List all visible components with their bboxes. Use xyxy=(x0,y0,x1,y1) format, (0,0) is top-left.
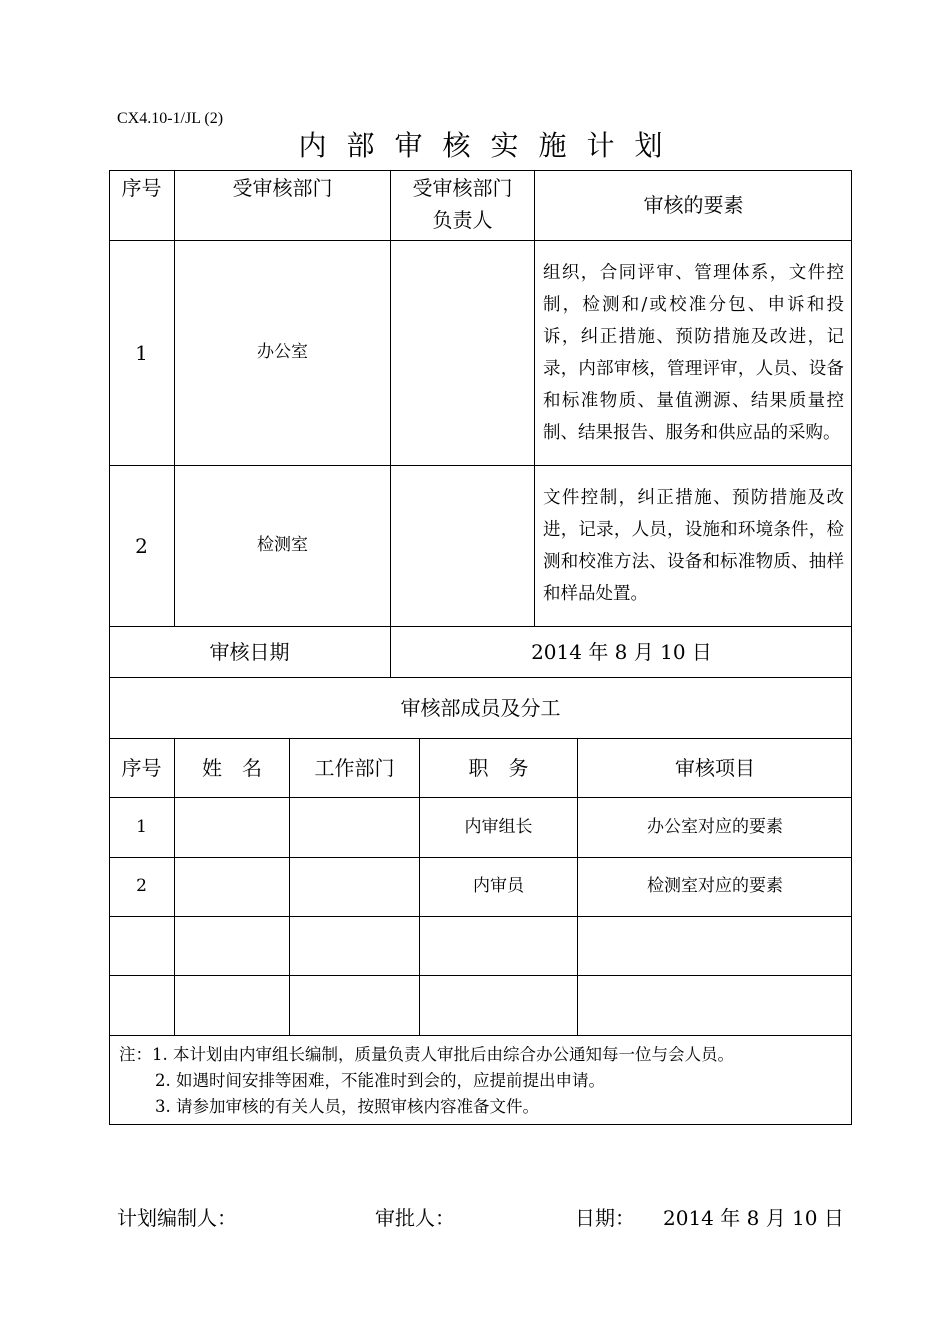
members-header-name: 姓 名 xyxy=(175,739,290,798)
member-row-4-name xyxy=(175,976,290,1036)
audit-date-label: 审核日期 xyxy=(109,627,391,678)
plan-row-1-head xyxy=(391,241,535,466)
members-header-item: 审核项目 xyxy=(578,739,852,798)
members-title: 审核部成员及分工 xyxy=(109,678,852,739)
sign-date-label: 日期： xyxy=(575,1206,635,1230)
member-row-3-item xyxy=(578,917,852,976)
member-row-3-seq xyxy=(109,917,175,976)
page-title: 内部审核实施计划 xyxy=(298,129,683,162)
document-code: CX4.10-1/JL (2) xyxy=(117,110,224,127)
member-row-4-role xyxy=(420,976,578,1036)
note-1: 注：1. 本计划由内审组长编制，质量负责人审批后由综合办公通知每一位与会人员。 xyxy=(119,1045,734,1064)
header-seq: 序号 xyxy=(109,170,175,241)
member-row-2-dept xyxy=(290,858,420,917)
member-row-1-item: 办公室对应的要素 xyxy=(578,798,852,858)
member-row-2-item: 检测室对应的要素 xyxy=(578,858,852,917)
plan-row-2-dept: 检测室 xyxy=(175,466,391,627)
members-header-seq: 序号 xyxy=(109,739,175,798)
member-row-4-seq xyxy=(109,976,175,1036)
sign-date-value: 2014 年 8 月 10 日 xyxy=(663,1206,844,1230)
member-row-1-seq: 1 xyxy=(109,798,175,858)
notes-block xyxy=(109,1036,852,1125)
plan-row-2-head xyxy=(391,466,535,627)
audit-date-value: 2014 年 8 月 10 日 xyxy=(391,627,852,678)
plan-row-1-seq: 1 xyxy=(109,241,175,466)
plan-row-2-seq: 2 xyxy=(109,466,175,627)
member-row-1-role: 内审组长 xyxy=(420,798,578,858)
member-row-4-dept xyxy=(290,976,420,1036)
plan-row-2-elements: 文件控制，纠正措施、预防措施及改进，记录，人员，设施和环境条件，检测和校准方法、设备和标准物质、抽样和样品处置。 xyxy=(535,466,852,627)
member-row-3-role xyxy=(420,917,578,976)
member-row-3-name xyxy=(175,917,290,976)
member-row-1-dept xyxy=(290,798,420,858)
plan-row-1-dept: 办公室 xyxy=(175,241,391,466)
header-dept-head: 受审核部门 负责人 xyxy=(391,170,535,241)
members-header-dept: 工作部门 xyxy=(290,739,420,798)
member-row-2-role: 内审员 xyxy=(420,858,578,917)
header-dept: 受审核部门 xyxy=(175,170,391,241)
member-row-1-name xyxy=(175,798,290,858)
note-2: 2. 如遇时间安排等困难，不能准时到会的，应提前提出申请。 xyxy=(155,1071,605,1090)
preparer-label: 计划编制人： xyxy=(117,1206,237,1230)
members-header-role: 职 务 xyxy=(420,739,578,798)
plan-row-1-elements: 组织，合同评审、管理体系，文件控制，检测和/或校准分包、申诉和投诉，纠正措施、预防措施及改进，记录，内部审核，管理评审，人员、设备和标准物质、量值溯源、结果质量控制、结果报告、服务和供应品的采购。 xyxy=(535,241,852,466)
approver-label: 审批人： xyxy=(375,1206,455,1230)
header-elements: 审核的要素 xyxy=(535,170,852,241)
member-row-2-seq: 2 xyxy=(109,858,175,917)
note-3: 3. 请参加审核的有关人员，按照审核内容准备文件。 xyxy=(155,1097,539,1116)
member-row-2-name xyxy=(175,858,290,917)
member-row-3-dept xyxy=(290,917,420,976)
member-row-4-item xyxy=(578,976,852,1036)
